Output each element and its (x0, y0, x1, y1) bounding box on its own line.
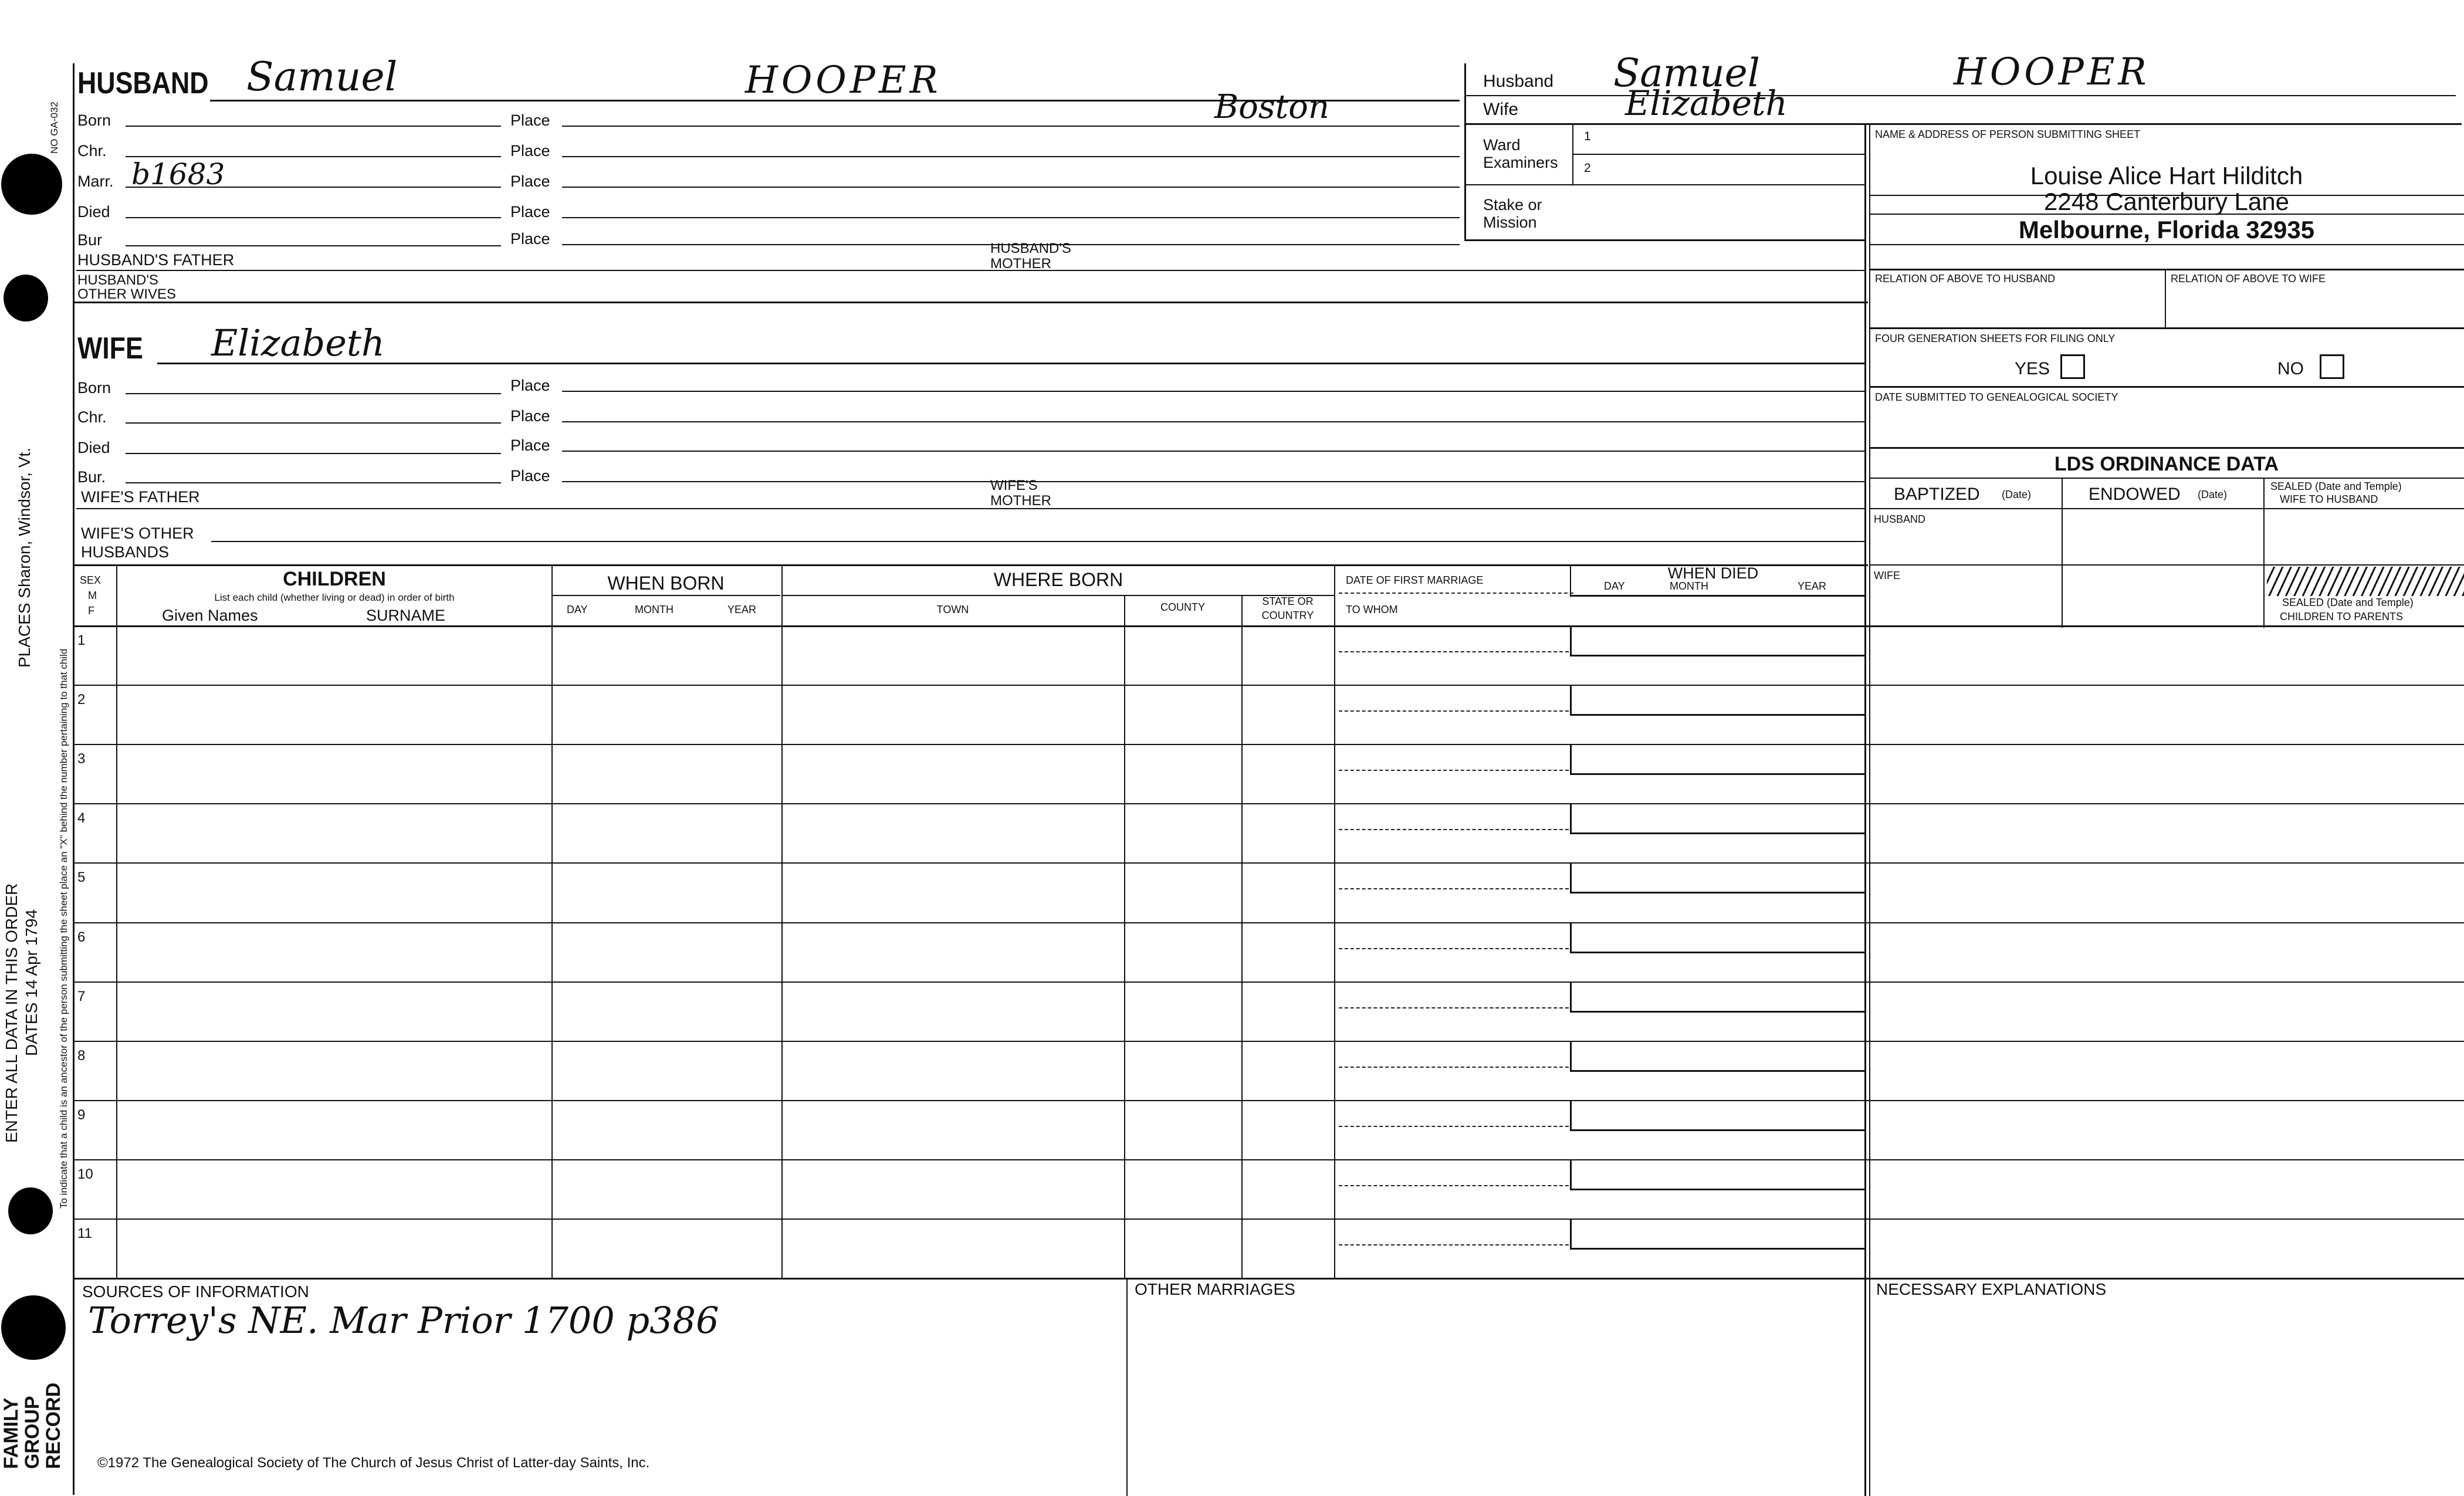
child-marriage-date-dash (1339, 770, 1569, 771)
child-died-line (1570, 892, 1866, 893)
child-marriage-date-dash (1339, 710, 1569, 712)
sex-f-label: F (88, 605, 94, 617)
wife-born-place-line (562, 391, 1864, 392)
town-label: TOWN (936, 604, 969, 615)
wife-bur-place-line (562, 481, 1864, 482)
husband-bur-place-label: Place (510, 230, 550, 248)
wife-born-label: Born (77, 379, 111, 397)
where-born-label: WHERE BORN (993, 569, 1123, 590)
wife-died-place-label: Place (510, 436, 550, 454)
when-died-bottom (1570, 595, 1866, 597)
wife-died-place-line (562, 451, 1864, 452)
sealed-hatch-area (2267, 567, 2464, 596)
header-husband-surname: HOOPER (1954, 50, 2150, 94)
header-husband-line (1464, 95, 2456, 96)
sealed-children-label-1: SEALED (Date and Temple) (2282, 597, 2414, 608)
child-row-number: 3 (77, 751, 86, 767)
submitter-bottom (1869, 269, 2464, 270)
child-row-line (73, 862, 2464, 864)
child-row-number: 11 (77, 1226, 92, 1241)
husband-bur-label: Bur (77, 231, 103, 249)
husband-born-place-line (562, 126, 1460, 127)
sex-label: SEX (80, 574, 101, 586)
left-border (73, 63, 75, 1495)
examiner-1-line (1572, 154, 1866, 155)
col-children (551, 564, 553, 1278)
endowed-date-label: (Date) (2198, 489, 2228, 500)
wife-mother-label-2: MOTHER (990, 493, 1051, 509)
child-marriage-date-dash (1339, 651, 1569, 652)
other-marriages-divider (1126, 1278, 1128, 1496)
husband-mother-label-2: MOTHER (990, 256, 1051, 272)
child-died-line (1570, 832, 1866, 834)
submitter-line-3 (1869, 244, 2464, 245)
husband-mother-label-1: HUSBAND'S (990, 241, 1071, 256)
baptized-label: BAPTIZED (1894, 485, 1980, 504)
other-marriages-label: OTHER MARRIAGES (1135, 1280, 1295, 1298)
relation-bottom (1869, 327, 2464, 329)
wife-died-label: Died (77, 439, 110, 456)
enter-all-data-note: ENTER ALL DATA IN THIS ORDER (2, 883, 21, 1143)
died-month-label: MONTH (1670, 580, 1708, 592)
wife-mother-label-1: WIFE'S (990, 478, 1038, 493)
baptized-date-label: (Date) (2002, 489, 2032, 500)
wife-died-line (126, 453, 501, 454)
husband-marr-line (126, 187, 501, 188)
sex-m-label: M (88, 590, 97, 601)
wife-father-line (76, 508, 1866, 509)
header-husband-label: Husband (1483, 72, 1554, 91)
child-marriage-date-dash (1339, 1244, 1569, 1245)
surname-label: SURNAME (366, 607, 446, 624)
sealed-wife-label-1: SEALED (Date and Temple) (2270, 480, 2402, 492)
right-column-divider-2 (1869, 123, 1870, 1496)
child-died-bracket (1570, 1041, 1572, 1071)
child-died-bracket (1570, 922, 1572, 953)
given-names-label: Given Names (162, 607, 258, 624)
husband-born-line (126, 126, 501, 127)
child-died-bracket (1570, 803, 1572, 834)
no-label: NO (2277, 359, 2304, 378)
child-row-number: 4 (77, 810, 86, 827)
child-marriage-date-dash (1339, 948, 1569, 949)
punch-hole-2 (4, 275, 48, 321)
when-died-left (1570, 564, 1571, 596)
lds-husband-row-label: HUSBAND (1874, 513, 1926, 525)
necessary-explanations-label: NECESSARY EXPLANATIONS (1876, 1280, 2107, 1298)
wife-chr-label: Chr. (77, 408, 107, 426)
child-row-number: 1 (77, 632, 86, 648)
child-row-number: 10 (77, 1166, 93, 1182)
child-marriage-date-dash (1339, 1126, 1569, 1127)
child-row-line (73, 1100, 2464, 1101)
husband-marr-place-line (562, 187, 1460, 188)
relation-wife-label: RELATION OF ABOVE TO WIFE (2171, 273, 2326, 285)
husband-section-bottom (73, 302, 1868, 303)
form-title-group: GROUP (21, 1396, 43, 1469)
examiners-label: Examiners (1483, 154, 1558, 171)
sources-label: SOURCES OF INFORMATION (82, 1282, 309, 1301)
punch-hole-4 (1, 1295, 66, 1360)
source-entry: Torrey's NE. Mar Prior 1700 p386 (88, 1299, 719, 1342)
child-died-line (1570, 655, 1866, 656)
col-when-born (781, 564, 783, 1278)
child-died-line (1570, 1070, 1866, 1072)
wife-other-husbands-label-1: WIFE'S OTHER (81, 524, 194, 542)
sealed-children-label-2: CHILDREN TO PARENTS (2280, 611, 2404, 622)
husband-other-wives-label-1: HUSBAND'S (77, 272, 158, 288)
copyright-text: ©1972 The Genealogical Society of The Church of Jesus Christ of Latter-day Saints, Inc. (97, 1455, 650, 1471)
col-town (1124, 595, 1125, 1278)
child-row-line (73, 744, 2464, 745)
places-note: PLACES Sharon, Windsor, Vt. (15, 447, 33, 668)
child-died-line (1570, 1011, 1866, 1013)
wife-other-husbands-label-2: HUSBANDS (81, 543, 170, 561)
child-died-line (1570, 1129, 1866, 1131)
lds-title: LDS ORDINANCE DATA (2054, 453, 2279, 475)
children-header-bottom (73, 625, 2464, 627)
to-whom-label: TO WHOM (1346, 604, 1398, 615)
county-label: COUNTY (1160, 601, 1205, 613)
lds-husband-line (1869, 564, 2464, 566)
header-wife-line (1464, 123, 2462, 125)
born-day-label: DAY (567, 604, 588, 615)
child-died-bracket (1570, 625, 1572, 656)
examiner-1-label: 1 (1584, 130, 1591, 143)
children-table-bottom (73, 1278, 2464, 1280)
ancestor-instruction: To indicate that a child is an ancestor of the person submitting the sheet place an "X" behind the number pertaining to that child (58, 648, 69, 1209)
right-column-divider (1864, 123, 1866, 1496)
wife-given-name: Elizabeth (211, 321, 385, 364)
child-row-line (73, 1159, 2464, 1160)
child-marriage-date-dash (1339, 829, 1569, 830)
children-table-top (73, 564, 1868, 566)
husband-marr-place-label: Place (510, 172, 550, 190)
col-county (1241, 595, 1243, 1278)
child-marriage-date-dash (1339, 1007, 1569, 1008)
child-died-bracket (1570, 1100, 1572, 1131)
child-row-line (73, 685, 2464, 686)
examiner-2-line (1464, 184, 1866, 185)
lds-wife-row-label: WIFE (1874, 570, 1900, 581)
stake-label-2: Mission (1483, 214, 1537, 231)
wife-chr-line (126, 422, 501, 424)
child-died-bracket (1570, 1219, 1572, 1249)
four-gen-bottom (1869, 386, 2464, 388)
submitter-name: Louise Alice Hart Hilditch (2030, 162, 2303, 189)
children-instruction: List each child (whether living or dead) in order of birth (214, 592, 455, 603)
child-died-line (1570, 1189, 1866, 1190)
husband-place-handwritten: Boston (1214, 88, 1329, 126)
relation-husband-label: RELATION OF ABOVE TO HUSBAND (1875, 273, 2056, 285)
child-row-line (73, 981, 2464, 983)
dates-note: DATES 14 Apr 1794 (22, 909, 40, 1056)
col-sex (116, 564, 117, 1278)
husband-other-wives-label-2: OTHER WIVES (77, 286, 177, 302)
relation-divider (2165, 269, 2166, 327)
child-died-bracket (1570, 981, 1572, 1012)
when-born-line (551, 595, 780, 596)
child-row-line (73, 1219, 2464, 1220)
date-submitted-label: DATE SUBMITTED TO GENEALOGICAL SOCIETY (1875, 391, 2118, 403)
wife-bur-label: Bur. (77, 468, 106, 486)
child-row-number: 9 (77, 1106, 86, 1123)
child-marriage-date-dash (1339, 1185, 1569, 1186)
husband-chr-place-line (562, 156, 1460, 157)
submitter-street: 2248 Canterbury Lane (2044, 188, 2289, 215)
husband-born-place-label: Place (510, 111, 550, 129)
child-row-number: 6 (77, 929, 86, 945)
husband-chr-place-label: Place (510, 142, 550, 160)
stake-line (1464, 239, 1866, 241)
child-marriage-date-dash (1339, 888, 1569, 889)
lds-header-line (1869, 508, 2464, 509)
endowed-label: ENDOWED (2089, 485, 2181, 504)
husband-died-line (126, 217, 501, 218)
punch-hole-3 (8, 1187, 53, 1234)
submitter-city: Melbourne, Florida 32935 (2018, 216, 2315, 243)
form-title-family: FAMILY (0, 1397, 22, 1469)
husband-heading: HUSBAND (77, 66, 209, 100)
child-marriage-date-dash (1339, 1067, 1569, 1068)
child-died-line (1570, 714, 1866, 716)
child-died-bracket (1570, 862, 1572, 893)
husband-born-label: Born (77, 111, 111, 129)
state-label-2: COUNTRY (1261, 610, 1314, 621)
husband-marr-label: Marr. (77, 172, 114, 190)
husband-surname: HOOPER (745, 59, 942, 102)
child-row-line (73, 922, 2464, 923)
punch-hole-1 (1, 154, 62, 215)
child-row-line (73, 803, 2464, 804)
header-husband-given: Samuel (1613, 50, 1760, 96)
form-title-record: RECORD (42, 1382, 65, 1469)
wife-heading: WIFE (77, 331, 143, 365)
lds-title-line (1869, 478, 2464, 479)
wife-bur-place-label: Place (510, 467, 550, 485)
husband-chr-label: Chr. (77, 142, 107, 160)
husband-bur-line (126, 245, 501, 246)
husband-father-label: HUSBAND'S FATHER (77, 251, 235, 269)
child-died-bracket (1570, 744, 1572, 774)
form-number: NO GA-032 (49, 101, 60, 154)
child-row-number: 5 (77, 869, 86, 886)
wife-other-husbands-line (211, 541, 1866, 542)
header-wife-label: Wife (1483, 100, 1518, 119)
col-state (1334, 564, 1335, 1278)
when-born-label: WHEN BORN (607, 573, 725, 594)
four-generation-label: FOUR GENERATION SHEETS FOR FILING ONLY (1875, 333, 2116, 344)
date-submitted-bottom (1869, 447, 2464, 449)
submitter-label: NAME & ADDRESS OF PERSON SUBMITTING SHEET (1875, 128, 2141, 140)
state-label-1: STATE OR (1262, 595, 1314, 607)
wife-chr-place-line (562, 421, 1864, 422)
wife-name-line (157, 363, 1864, 364)
submitter-line-1 (1869, 195, 2464, 196)
header-box-left (1464, 63, 1466, 241)
header-wife-given: Elizabeth (1625, 83, 1788, 123)
child-row-number: 7 (77, 988, 86, 1004)
ward-label: Ward (1483, 136, 1521, 154)
child-died-line (1570, 773, 1866, 775)
husband-given-name: Samuel (246, 54, 398, 100)
first-marriage-dash (1339, 593, 1573, 594)
child-died-line (1570, 952, 1866, 953)
no-checkbox[interactable] (2320, 354, 2344, 379)
husband-father-line (76, 270, 1866, 271)
child-died-bracket (1570, 685, 1572, 715)
wife-chr-place-label: Place (510, 407, 550, 425)
husband-died-label: Died (77, 203, 110, 221)
husband-died-place-line (562, 217, 1460, 218)
yes-label: YES (2015, 359, 2050, 378)
wife-born-place-label: Place (510, 377, 550, 394)
child-row-line (73, 1041, 2464, 1042)
stake-label-1: Stake or (1483, 196, 1542, 214)
sealed-wife-label-2: WIFE TO HUSBAND (2280, 493, 2378, 505)
died-year-label: YEAR (1798, 580, 1827, 592)
born-month-label: MONTH (635, 604, 673, 615)
children-heading: CHILDREN (283, 568, 386, 590)
lds-col-1 (2062, 478, 2063, 628)
wife-bur-line (126, 482, 501, 483)
yes-checkbox[interactable] (2060, 354, 2085, 379)
wife-born-line (126, 393, 501, 394)
examiner-2-label: 2 (1584, 161, 1591, 175)
wife-father-label: WIFE'S FATHER (81, 488, 200, 506)
lds-col-2 (2263, 478, 2265, 628)
child-died-bracket (1570, 1159, 1572, 1190)
child-row-number: 2 (77, 692, 86, 708)
husband-died-place-label: Place (510, 203, 550, 221)
submitter-line-2 (1869, 214, 2464, 215)
first-marriage-label: DATE OF FIRST MARRIAGE (1346, 574, 1484, 586)
when-died-label: WHEN DIED (1667, 564, 1759, 582)
child-died-line (1570, 1248, 1866, 1250)
born-year-label: YEAR (727, 604, 757, 615)
child-row-number: 8 (77, 1047, 86, 1064)
husband-marr-value: b1683 (131, 157, 225, 191)
died-day-label: DAY (1604, 580, 1625, 592)
